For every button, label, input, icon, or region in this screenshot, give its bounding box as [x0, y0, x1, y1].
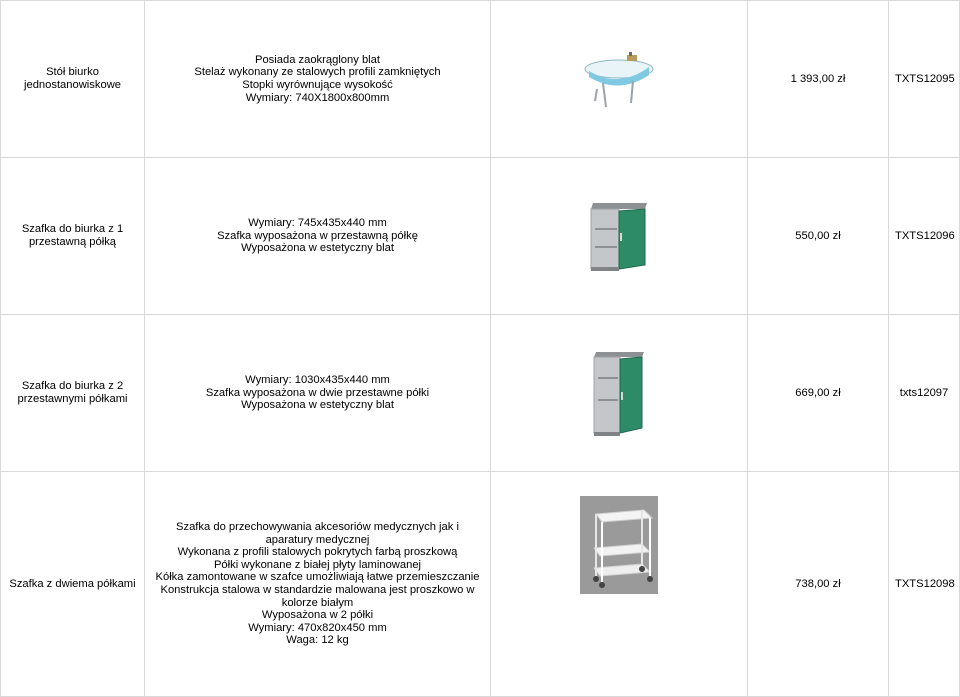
- product-name: Szafka do biurka z 1 przestawną półką: [1, 158, 145, 315]
- table-row: [1, 315, 960, 472]
- product-description: Posiada zaokrąglony blat Stelaż wykonany ze stalowych profili zamkniętych Stopki wyrównujące wysokość Wymiary: 740X1800x800mm: [145, 1, 491, 158]
- product-price: 738,00 zł: [748, 472, 889, 697]
- product-description: Wymiary: 745x435x440 mm Szafka wyposażona w przestawną półkę Wyposażona w estetyczny blat: [145, 158, 491, 315]
- product-code: TXTS12095: [889, 1, 960, 158]
- product-code: txts12097: [889, 315, 960, 472]
- product-image-cell: [491, 1, 748, 158]
- product-name: Szafka z dwiema półkami: [1, 472, 145, 697]
- product-code: TXTS12096: [889, 158, 960, 315]
- product-image-cell: [491, 472, 748, 697]
- table-row: [1, 158, 960, 315]
- desk-photo-icon: [583, 49, 655, 109]
- table-row: [1, 472, 960, 697]
- product-name: Szafka do biurka z 2 przestawnymi półkami: [1, 315, 145, 472]
- product-price: 1 393,00 zł: [748, 1, 889, 158]
- tall-cabinet-photo-icon: [592, 348, 646, 438]
- product-image-cell: [491, 315, 748, 472]
- product-name: Stół biurko jednostanowiskowe: [1, 1, 145, 158]
- product-description: Szafka do przechowywania akcesoriów medycznych jak i aparatury medycznej Wykonana z profili stalowych pokrytych farbą proszkową Półki wykonane z białej płyty laminowanej Kółka zamontowane w szafce umożliwiają łatwe przemieszczanie Konstrukcja stalowa w standardzie malowana jest proszkowo w kolorze białym Wyposażona w 2 półki Wymiary: 470x820x450 mm Waga: 12 kg: [145, 472, 491, 697]
- product-description: Wymiary: 1030x435x440 mm Szafka wyposażona w dwie przestawne półki Wyposażona w estetyczny blat: [145, 315, 491, 472]
- table-row: [1, 1, 960, 158]
- trolley-photo-icon: [580, 496, 658, 594]
- product-price: 669,00 zł: [748, 315, 889, 472]
- cabinet-photo-icon: [589, 199, 649, 273]
- product-code: TXTS12098: [889, 472, 960, 697]
- product-image-cell: [491, 158, 748, 315]
- product-price: 550,00 zł: [748, 158, 889, 315]
